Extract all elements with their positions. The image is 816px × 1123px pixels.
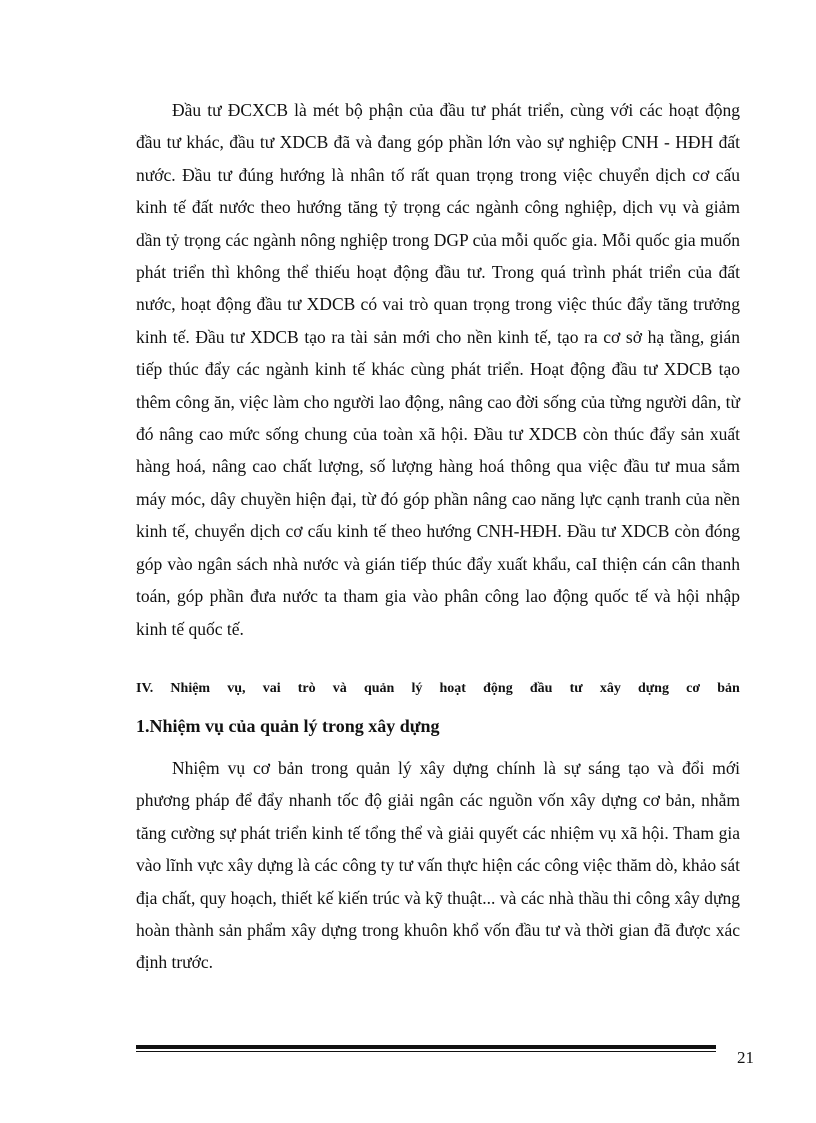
heading-word: IV.: [136, 681, 154, 696]
body-paragraph-investment-role: Đầu tư ĐCXCB là mét bộ phận của đầu tư phát triển, cùng với các hoạt động đầu tư khác, đầu tư XDCB đã và đang góp phần lớn vào sự nghiệp CNH - HĐH đất nước. Đầu tư đúng hướng là nhân tố rất quan trọng trong việc chuyển dịch cơ cấu kinh tế đất nước theo hướng tăng tỷ trọng các ngành công nghiệp, dịch vụ và giảm dần tỷ trọng các ngành nông nghiệp trong DGP của mỗi quốc gia. Mỗi quốc gia muốn phát triển thì không thể thiếu hoạt động đầu tư. Trong quá trình phát triển của đất nước, hoạt động đầu tư XDCB có vai trò quan trọng trong việc thúc đẩy tăng trưởng kinh tế. Đầu tư XDCB tạo ra tài sản mới cho nền kinh tế, tạo ra cơ sở hạ tầng, gián tiếp thúc đẩy các ngành kinh tế khác cùng phát triển. Hoạt động đầu tư XDCB tạo thêm công ăn, việc làm cho người lao động, nâng cao đời sống của từng người dân, từ đó nâng cao mức sống chung của toàn xã hội. Đầu tư XDCB còn thúc đẩy sản xuất hàng hoá, nâng cao chất lượng, số lượng hàng hoá thông qua việc đầu tư mua sắm máy móc, dây chuyền hiện đại, từ đó góp phần nâng cao năng lực cạnh tranh của nền kinh tế, chuyển dịch cơ cấu kinh tế theo hướng CNH-HĐH. Đầu tư XDCB còn đóng góp vào ngân sách nhà nước và gián tiếp thúc đẩy xuất khẩu, caI thiện cán cân thanh toán, góp phần đưa nước ta tham gia vào phân công lao động quốc tế và hội nhập kinh tế quốc tế.: [136, 100, 740, 639]
heading-word: trò: [297, 681, 316, 696]
heading-word: cơ: [686, 681, 701, 696]
heading-word: động: [483, 681, 513, 696]
heading-word: xây: [599, 681, 621, 696]
heading-word: vai: [262, 681, 281, 696]
heading-word: và: [332, 681, 347, 696]
heading-word: vụ,: [227, 681, 246, 696]
heading-word: dựng: [637, 681, 669, 696]
heading-word: bản: [717, 681, 740, 696]
section-heading-iv: [136, 681, 740, 697]
heading-word: đầu: [529, 681, 553, 696]
heading-word: tư: [569, 681, 583, 696]
heading-word: Nhiệm: [170, 681, 211, 696]
footer-rule-thin: [136, 1051, 716, 1052]
heading-word: quản: [363, 681, 395, 696]
heading-word: hoạt: [439, 681, 466, 696]
heading-word: lý: [411, 681, 423, 696]
footer-rule-thick: [136, 1045, 716, 1049]
body-paragraph-management-tasks: Nhiệm vụ cơ bản trong quản lý xây dựng chính là sự sáng tạo và đổi mới phương pháp để đẩy nhanh tốc độ giải ngân các nguồn vốn xây dựng cơ bản, nhằm tăng cường sự phát triển kinh tế tổng thể và giải quyết các nhiệm vụ xã hội. Tham gia vào lĩnh vực xây dựng là các công ty tư vấn thực hiện các công việc thăm dò, khảo sát địa chất, quy hoạch, thiết kế kiến trúc và kỹ thuật... và các nhà thầu thi công xây dựng hoàn thành sản phẩm xây dựng trong khuôn khổ vốn đầu tư và thời gian đã được xác định trước.: [136, 758, 740, 973]
subsection-heading-1: 1.Nhiệm vụ của quản lý trong xây dựng: [136, 716, 440, 736]
page-number: 21: [737, 1048, 754, 1067]
